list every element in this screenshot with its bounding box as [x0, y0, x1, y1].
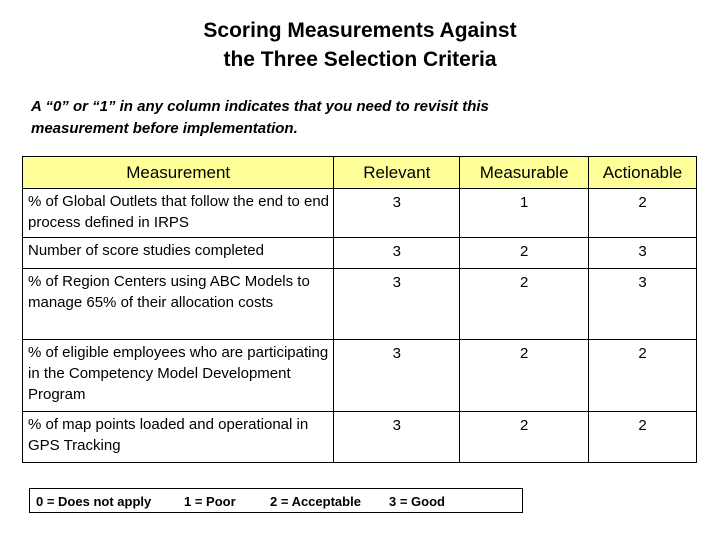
legend-item-0: 0 = Does not apply: [36, 494, 152, 509]
scoring-table: [22, 156, 697, 463]
relevant-score: 3: [334, 412, 460, 463]
instruction-note: [31, 96, 631, 140]
actionable-score: 2: [589, 340, 697, 412]
legend-item-2: 2 = Acceptable: [270, 494, 361, 509]
table-row: [23, 269, 697, 340]
relevant-score: 3: [334, 189, 460, 238]
header-relevant: Relevant: [334, 157, 460, 189]
measurement-cell: % of Region Centers using ABC Models to manage 65% of their allocation costs: [23, 269, 334, 340]
instruction-line-1: A “0” or “1” in any column indicates that you need to revisit this: [31, 98, 489, 115]
table-row: [23, 412, 697, 463]
measurable-score: 2: [460, 412, 589, 463]
actionable-score: 3: [589, 269, 697, 340]
legend-item-3: 3 = Good: [389, 494, 445, 509]
measurable-score: 2: [460, 340, 589, 412]
header-measurable: Measurable: [460, 157, 589, 189]
actionable-score: 2: [589, 189, 697, 238]
measurement-cell: % of eligible employees who are participating in the Competency Model Development Program: [23, 340, 334, 412]
relevant-score: 3: [334, 269, 460, 340]
table-row: [23, 189, 697, 238]
title-line-2: the Three Selection Criteria: [223, 48, 497, 71]
header-actionable: Actionable: [589, 157, 697, 189]
measurable-score: 1: [460, 189, 589, 238]
measurable-score: 2: [460, 238, 589, 269]
measurement-cell: Number of score studies completed: [23, 238, 334, 269]
table-row: [23, 340, 697, 412]
legend-item-1: 1 = Poor: [184, 494, 236, 509]
actionable-score: 3: [589, 238, 697, 269]
title-line-1: Scoring Measurements Against: [203, 19, 517, 42]
table-header-row: [23, 157, 697, 189]
measurement-cell: % of Global Outlets that follow the end to end process defined in IRPS: [23, 189, 334, 238]
score-legend: [29, 488, 523, 513]
relevant-score: 3: [334, 238, 460, 269]
instruction-line-2: measurement before implementation.: [31, 120, 298, 137]
page-title: [0, 16, 720, 74]
relevant-score: 3: [334, 340, 460, 412]
measurement-cell: % of map points loaded and operational in GPS Tracking: [23, 412, 334, 463]
table-row: [23, 238, 697, 269]
actionable-score: 2: [589, 412, 697, 463]
measurable-score: 2: [460, 269, 589, 340]
header-measurement: Measurement: [23, 157, 334, 189]
